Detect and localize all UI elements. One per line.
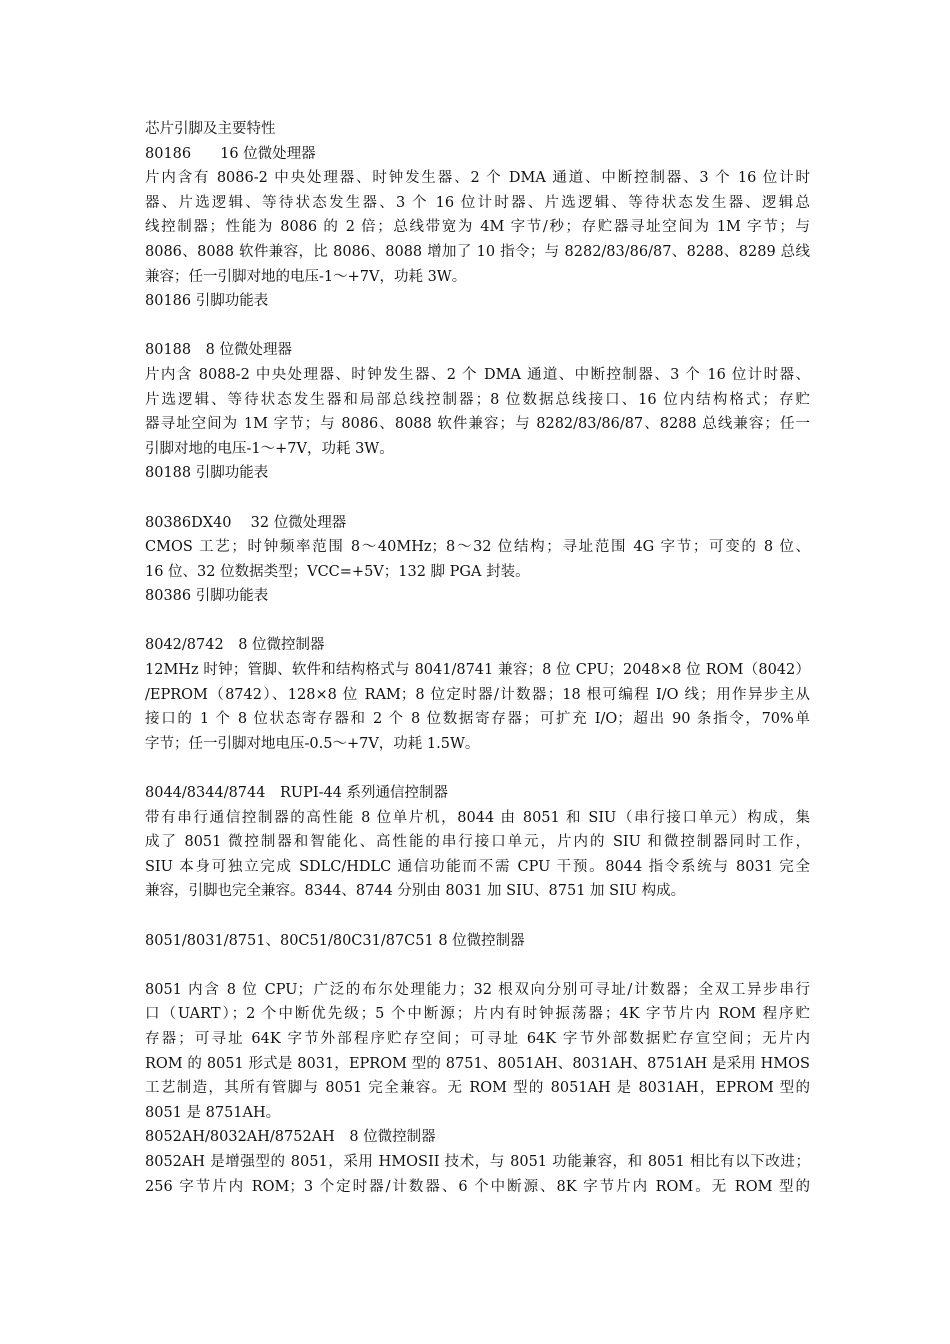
paragraph-line: ROM 的 8051 形式是 8031，EPROM 型的 8751、8051AH、8031AH、8751AH 是采用 HMOS — [145, 1055, 810, 1072]
paragraph-line: 引脚对地的电压-1～+7V，功耗 3W。 — [145, 440, 394, 457]
section-footnote: 80186 引脚功能表 — [145, 293, 269, 310]
paragraph-line: 工艺制造，其所有管脚与 8051 完全兼容。无 ROM 型的 8051AH 是 8031AH，EPROM 型的 — [145, 1080, 810, 1097]
document-page — [145, 117, 810, 1199]
paragraph-line: 16 位、32 位数据类型；VCC=+5V；132 脚 PGA 封装。 — [145, 563, 530, 580]
paragraph-line: 带有串行通信控制器的高性能 8 位单片机，8044 由 8051 和 SIU（串行接口单元）构成，集 — [145, 809, 810, 826]
blank-line — [145, 486, 810, 511]
blank-line — [145, 314, 810, 339]
paragraph-line: 片选逻辑、等待状态发生器和局部总线控制器；8 位数据总线接口、16 位内结构格式；存贮 — [145, 391, 810, 408]
blank-line — [145, 756, 810, 781]
paragraph-line: 256 字节片内 ROM；3 个定时器/计数器、6 个中断源、8K 字节片内 ROM。无 ROM 型的 — [145, 1178, 810, 1195]
paragraph-line: 字节；任一引脚对地电压-0.5～+7V，功耗 1.5W。 — [145, 735, 480, 752]
paragraph-line: 器寻址空间为 1M 字节；与 8086、8088 软件兼容；与 8282/83/86/87、8288 总线兼容；任一 — [145, 416, 810, 433]
section-80188 — [145, 338, 810, 486]
section-heading: 8052AH/8032AH/8752AH 8 位微控制器 — [145, 1129, 436, 1146]
paragraph-line: 8051 是 8751AH。 — [145, 1104, 281, 1121]
paragraph-line: 接口的 1 个 8 位状态寄存器和 2 个 8 位数据寄存器；可扩充 I/O；超出 90 条指令，70%单 — [145, 711, 810, 728]
section-8042 — [145, 633, 810, 756]
paragraph-line: 存器；可寻址 64K 字节外部程序贮存空间；可寻址 64K 字节外部数据贮存宣空间；无片内 — [145, 1030, 810, 1047]
section-footnote: 80188 引脚功能表 — [145, 465, 269, 482]
paragraph-line: 8051 内含 8 位 CPU；广泛的布尔处理能力；32 根双向分别可寻址/计数器；全双工异步串行 — [145, 981, 810, 998]
paragraph-line: /EPROM（8742）、128×8 位 RAM；8 位定时器/计数器；18 根可编程 I/O 线；用作异步主从 — [145, 686, 810, 703]
paragraph-line: 兼容，引脚也完全兼容。8344、8744 分别由 8031 加 SIU、8751 加 SIU 构成。 — [145, 883, 686, 900]
section-8052 — [145, 1125, 810, 1199]
blank-line — [145, 904, 810, 929]
paragraph-line: 8086、8088 软件兼容，比 8086、8088 增加了 10 指令；与 8282/83/86/87、8288、8289 总线 — [145, 243, 810, 260]
section-heading: 80188 8 位微处理器 — [145, 342, 292, 359]
paragraph-line: 片内含 8088-2 中央处理器、时钟发生器、2 个 DMA 通道、中断控制器、3 个 16 位计时器、 — [145, 366, 810, 383]
blank-line — [145, 609, 810, 634]
paragraph-line: CMOS 工艺；时钟频率范围 8～40MHz；8～32 位结构；寻址范围 4G 字节；可变的 8 位、 — [145, 539, 810, 556]
paragraph-line: 12MHz 时钟；管脚、软件和结构格式与 8041/8741 兼容；8 位 CPU；2048×8 位 ROM（8042） — [145, 662, 810, 679]
paragraph-line: SIU 本身可独立完成 SDLC/HDLC 通信功能而不需 CPU 干预。8044 指令系统与 8031 完全 — [145, 858, 810, 875]
paragraph-line: 成了 8051 微控制器和智能化、高性能的串行接口单元，片内的 SIU 和微控制器同时工作， — [145, 834, 810, 851]
section-8051 — [145, 929, 810, 1126]
paragraph-line: 兼容；任一引脚对地的电压-1～+7V，功耗 3W。 — [145, 268, 467, 285]
section-80186 — [145, 142, 810, 314]
document-title: 芯片引脚及主要特性 — [145, 121, 276, 137]
section-heading: 80186 16 位微处理器 — [145, 145, 316, 162]
paragraph-line: 8052AH 是增强型的 8051，采用 HMOSII 技术，与 8051 功能兼容，和 8051 相比有以下改进； — [145, 1153, 810, 1170]
section-8044 — [145, 781, 810, 904]
section-heading: 8044/8344/8744 RUPI-44 系列通信控制器 — [145, 785, 449, 802]
paragraph-line: 线控制器；性能为 8086 的 2 倍；总线带宽为 4M 字节/秒；存贮器寻址空间为 1M 字节；与 — [145, 219, 810, 236]
section-heading: 8042/8742 8 位微控制器 — [145, 637, 325, 654]
paragraph-line: 片内含有 8086-2 中央处理器、时钟发生器、2 个 DMA 通道、中断控制器、3 个 16 位计时 — [145, 170, 810, 187]
section-footnote: 80386 引脚功能表 — [145, 588, 269, 605]
section-heading: 80386DX40 32 位微处理器 — [145, 514, 347, 531]
section-heading: 8051/8031/8751、80C51/80C31/87C51 8 位微控制器 — [145, 932, 525, 949]
paragraph-line: 口（UART）；2 个中断优先级；5 个中断源；片内有时钟振荡器；4K 字节片内 ROM 程序贮 — [145, 1006, 810, 1023]
paragraph-line: 器、片选逻辑、等待状态发生器、3 个 16 位计时器、片选逻辑、等待状态发生器、逻辑总 — [145, 194, 810, 211]
blank-line — [145, 953, 810, 978]
section-80386 — [145, 511, 810, 609]
